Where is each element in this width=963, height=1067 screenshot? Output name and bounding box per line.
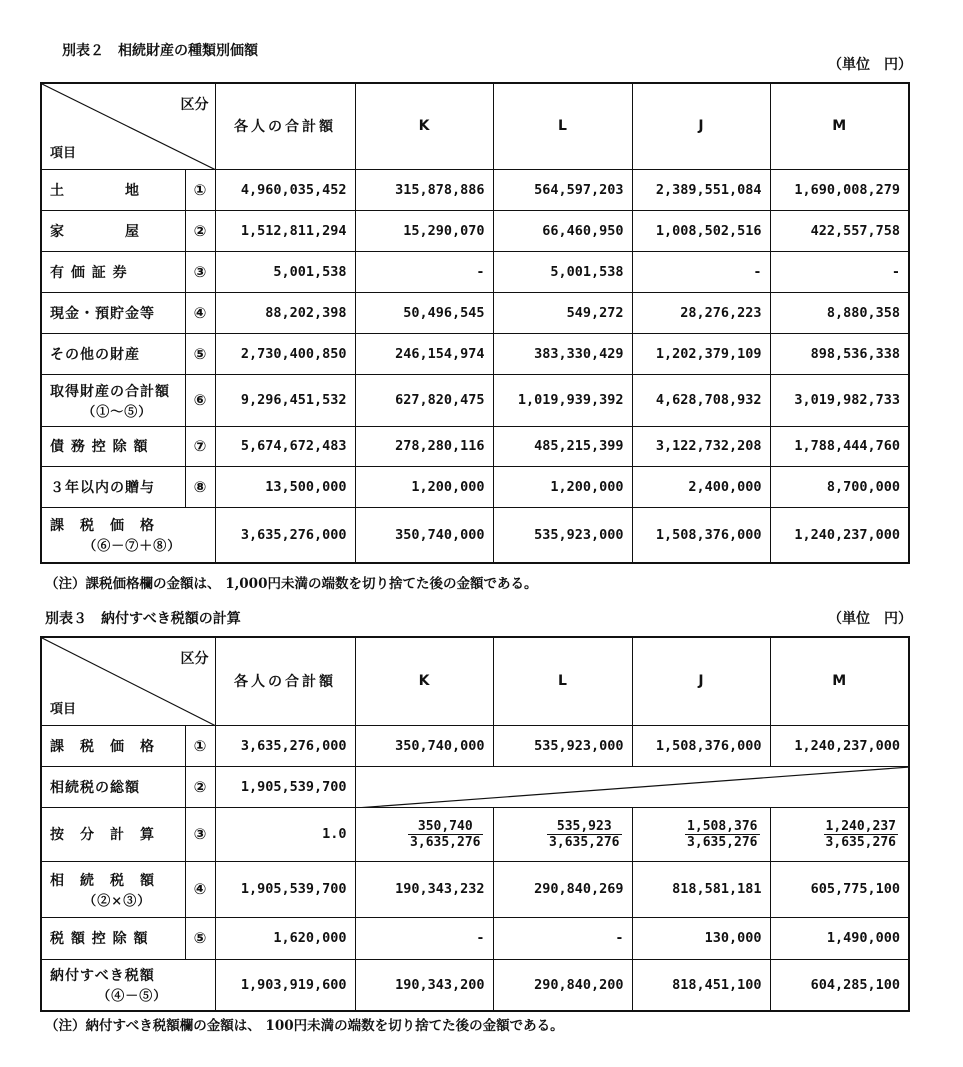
value-cell: 1,508,376,000 [632,507,770,563]
total-cell: 88,202,398 [215,292,355,333]
value-cell: 1,490,000 [770,917,909,959]
value-cell: 290,840,269 [493,861,632,917]
denominator: 3,635,276 [549,834,620,850]
total-cell: 1,905,539,700 [215,766,355,807]
total-cell: 1.0 [215,807,355,861]
fraction [685,819,759,850]
row-label-text: 税 額 控 除 額 [50,931,149,947]
table2 [40,82,910,564]
value-cell: 190,343,200 [355,959,493,1011]
fraction-cell [493,807,632,861]
fraction [547,819,621,850]
value-cell: 818,451,100 [632,959,770,1011]
fraction [824,819,898,850]
value-cell: - [493,917,632,959]
total-cell: 3,635,276,000 [215,725,355,766]
header-col-j: J [632,637,770,725]
value-cell: 2,389,551,084 [632,169,770,210]
denominator: 3,635,276 [410,834,481,850]
row-number: ⑦ [185,426,215,466]
value-cell: 350,740,000 [355,507,493,563]
row-label-text: 有 価 証 券 [50,264,128,281]
value-cell: 246,154,974 [355,333,493,374]
numerator: 1,508,376 [687,818,758,834]
total-cell: 1,905,539,700 [215,861,355,917]
row-label-text: その他の財産 [50,346,140,363]
total-cell: 1,620,000 [215,917,355,959]
row-sublabel: （④－⑤） [97,989,168,1005]
table-row [41,169,909,210]
row-label [41,210,185,251]
kubun-label: 区分 [180,97,209,113]
row-label-text: 土 地 [50,182,140,199]
row-label [41,507,215,563]
header-col-m: M [770,637,909,725]
value-cell: 4,628,708,932 [632,374,770,426]
header-col-l: L [493,637,632,725]
total-cell: 9,296,451,532 [215,374,355,426]
row-label-text: 債 務 控 除 額 [50,439,149,455]
diagonal-line [356,767,910,808]
row-number: ② [185,766,215,807]
row-label [41,333,185,374]
value-cell: 50,496,545 [355,292,493,333]
denominator: 3,635,276 [825,834,896,850]
row-label-text: 取得財産の合計額 [50,383,170,400]
table3 [40,636,910,1012]
row-label [41,292,185,333]
value-cell: 1,690,008,279 [770,169,909,210]
value-cell: 315,878,886 [355,169,493,210]
value-cell: 130,000 [632,917,770,959]
value-cell: 818,581,181 [632,861,770,917]
numerator: 1,240,237 [825,818,896,834]
value-cell: 1,019,939,392 [493,374,632,426]
value-cell: 190,343,232 [355,861,493,917]
header-col-k: K [355,637,493,725]
table2-title: 別表２ 相続財産の種類別価額 [62,43,258,59]
value-cell: - [355,917,493,959]
row-number: ⑤ [185,333,215,374]
kubun-label: 区分 [180,651,209,667]
row-sublabel: （⑥－⑦＋⑧） [83,539,182,555]
row-number: ③ [185,251,215,292]
value-cell: 1,508,376,000 [632,725,770,766]
total-cell: 1,512,811,294 [215,210,355,251]
table-row [41,507,909,563]
total-cell: 13,500,000 [215,466,355,507]
numerator: 350,740 [408,819,482,835]
koumoku-label: 項目 [50,145,77,161]
row-label [41,766,185,807]
row-label-text: 家 屋 [50,223,140,240]
row-label [41,466,185,507]
value-cell: 422,557,758 [770,210,909,251]
table3-header-row [41,637,909,725]
row-label [41,807,185,861]
value-cell: 1,202,379,109 [632,333,770,374]
table-row [41,725,909,766]
denominator: 3,635,276 [687,834,758,850]
fraction-cell [770,807,909,861]
table2-corner-cell [41,83,215,169]
row-number: ① [185,725,215,766]
value-cell: 549,272 [493,292,632,333]
row-label-text: 相続税の総額 [50,779,140,796]
row-number: ⑤ [185,917,215,959]
row-number: ⑥ [185,374,215,426]
value-cell: 290,840,200 [493,959,632,1011]
value-cell: 604,285,100 [770,959,909,1011]
value-cell: 3,019,982,733 [770,374,909,426]
total-cell: 5,001,538 [215,251,355,292]
value-cell: 535,923,000 [493,725,632,766]
value-cell: 8,700,000 [770,466,909,507]
value-cell: 1,240,237,000 [770,725,909,766]
value-cell: - [770,251,909,292]
value-cell: 5,001,538 [493,251,632,292]
row-label [41,374,185,426]
row-label [41,917,185,959]
table3-note: （注）納付すべき税額欄の金額は、 100円未満の端数を切り捨てた後の金額である。 [45,1018,564,1034]
value-cell: - [355,251,493,292]
value-cell: 1,200,000 [355,466,493,507]
total-cell: 4,960,035,452 [215,169,355,210]
table-row [41,374,909,426]
table2-header-row [41,83,909,169]
header-col-j: J [632,83,770,169]
table-row [41,807,909,861]
row-label [41,725,185,766]
table3-unit: （単位 円） [828,611,912,627]
row-number: ① [185,169,215,210]
fraction-cell [355,807,493,861]
row-number: ⑧ [185,466,215,507]
value-cell: 383,330,429 [493,333,632,374]
value-cell: 1,240,237,000 [770,507,909,563]
fraction [408,819,482,850]
row-label [41,959,215,1011]
value-cell: 350,740,000 [355,725,493,766]
value-cell: - [632,251,770,292]
koumoku-label: 項目 [50,701,77,717]
value-cell: 627,820,475 [355,374,493,426]
row-label [41,169,185,210]
table-row [41,959,909,1011]
header-col-l: L [493,83,632,169]
header-col-k: K [355,83,493,169]
row-sublabel: （①～⑤） [82,404,153,420]
row-label [41,251,185,292]
row-label-text: 納付すべき税額 [50,968,155,985]
numerator: 535,923 [547,819,621,835]
total-cell: 3,635,276,000 [215,507,355,563]
value-cell: 898,536,338 [770,333,909,374]
row-number: ② [185,210,215,251]
header-col-m: M [770,83,909,169]
row-sublabel: （②×③） [83,893,152,909]
table-row [41,251,909,292]
total-cell: 5,674,672,483 [215,426,355,466]
value-cell: 564,597,203 [493,169,632,210]
row-label [41,426,185,466]
table2-note: （注）課税価格欄の金額は、 1,000円未満の端数を切り捨てた後の金額である。 [45,576,538,592]
row-label-text: 按 分 計 算 [50,827,155,843]
value-cell: 28,276,223 [632,292,770,333]
blank-cell [355,766,909,807]
value-cell: 1,008,502,516 [632,210,770,251]
row-number: ④ [185,861,215,917]
row-number: ③ [185,807,215,861]
row-label [41,861,185,917]
row-number: ④ [185,292,215,333]
table3-title: 別表３ 納付すべき税額の計算 [45,611,241,627]
row-label-text: 課 税 価 格 [50,518,155,535]
value-cell: 605,775,100 [770,861,909,917]
value-cell: 485,215,399 [493,426,632,466]
row-label-text: 相 続 税 額 [50,872,155,889]
table-row [41,426,909,466]
value-cell: 535,923,000 [493,507,632,563]
table2-unit: （単位 円） [828,57,912,73]
value-cell: 15,290,070 [355,210,493,251]
table-row [41,333,909,374]
table-row [41,292,909,333]
table-row [41,861,909,917]
value-cell: 66,460,950 [493,210,632,251]
row-label-text: 現金・預貯金等 [50,305,155,322]
table3-corner-cell [41,637,215,725]
table-row [41,210,909,251]
value-cell: 278,280,116 [355,426,493,466]
header-total: 各人の合計額 [215,83,355,169]
value-cell: 3,122,732,208 [632,426,770,466]
value-cell: 1,788,444,760 [770,426,909,466]
table-row [41,466,909,507]
row-label-text: 課 税 価 格 [50,738,155,755]
table-row [41,766,909,807]
total-cell: 1,903,919,600 [215,959,355,1011]
total-cell: 2,730,400,850 [215,333,355,374]
value-cell: 8,880,358 [770,292,909,333]
fraction-cell [632,807,770,861]
header-total: 各人の合計額 [215,637,355,725]
value-cell: 1,200,000 [493,466,632,507]
row-label-text: ３年以内の贈与 [50,479,155,496]
value-cell: 2,400,000 [632,466,770,507]
table-row [41,917,909,959]
